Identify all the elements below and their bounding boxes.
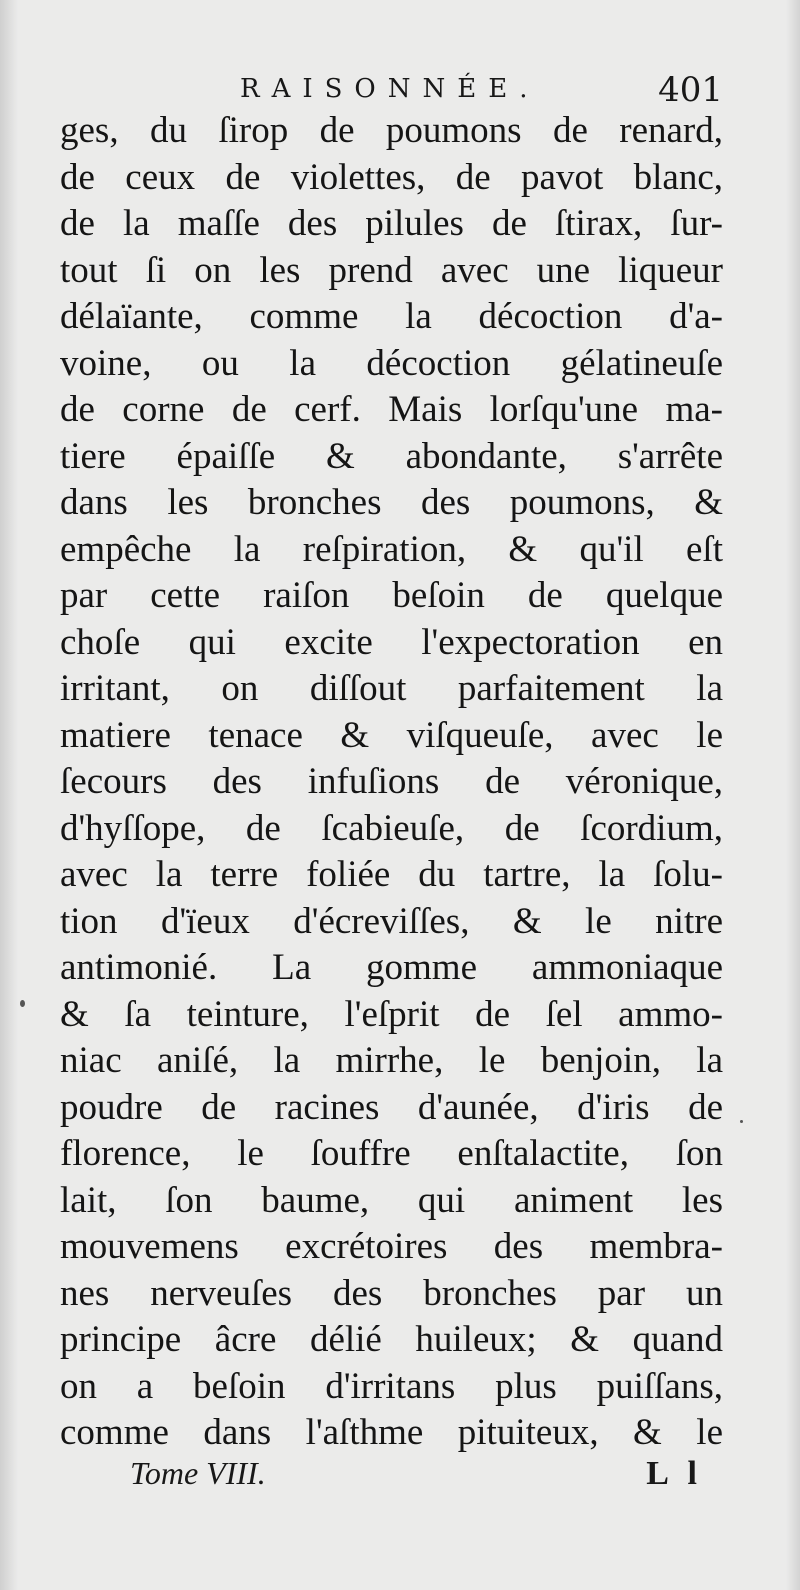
volume-label: Tome VIII. [130,1455,266,1491]
text-line: lait, ſon baume, qui animent les [60,1179,723,1221]
page-header [60,70,723,110]
text-line: comme dans l'aſthme pituiteux, & le [60,1412,723,1453]
page-number: 401 [658,70,723,110]
body-text [60,108,723,1458]
paper-speck [740,1120,743,1123]
text-line: tout ſi on les prend avec une liqueur [60,249,723,291]
text-line: empêche la reſpiration, & qu'il eſt [60,528,723,570]
text-line: on a beſoin d'irritans plus puiſſans, [60,1365,723,1407]
text-line: avec la terre foliée du tartre, la ſolu- [60,854,723,895]
text-line: ſecours des infuſions de véronique, [60,761,723,802]
text-line: nes nerveuſes des bronches par un [60,1272,723,1314]
text-line: voine, ou la décoction gélatineuſe [60,342,723,384]
running-head: RAISONNÉE. [240,74,540,104]
page-footer [60,1455,723,1499]
text-line: & ſa teinture, l'eſprit de ſel ammo- [60,993,723,1035]
text-line: florence, le ſouffre enſtalactite, ſon [60,1133,723,1174]
text-line: tiere épaiſſe & abondante, s'arrête [60,435,723,477]
text-line: choſe qui excite l'expectoration en [60,621,723,663]
text-line: mouvemens excrétoires des membra- [60,1226,723,1267]
text-line: d'hyſſope, de ſcabieuſe, de ſcordium, [60,807,723,849]
text-line: principe âcre délié huileux; & quand [60,1319,723,1360]
text-line: irritant, on diſſout parfaitement la [60,668,723,709]
text-line: tion d'ïeux d'écreviſſes, & le nitre [60,900,723,942]
text-line: délaïante, comme la décoction d'a- [60,296,723,337]
signature-mark: L l [646,1455,703,1492]
text-line: de la maſſe des pilules de ſtirax, ſur- [60,203,723,244]
text-line: de ceux de violettes, de pavot blanc, [60,156,723,198]
text-line: par cette raiſon beſoin de quelque [60,575,723,616]
text-line: de corne de cerf. Mais lorſqu'une ma- [60,389,723,430]
text-line: poudre de racines d'aunée, d'iris de [60,1086,723,1128]
text-line: dans les bronches des poumons, & [60,482,723,523]
text-line: niac aniſé, la mirrhe, le benjoin, la [60,1040,723,1081]
text-line: antimonié. La gomme ammoniaque [60,947,723,988]
text-line: ges, du ſirop de poumons de renard, [60,110,723,151]
paper-speck [20,1000,25,1007]
text-line: matiere tenace & viſqueuſe, avec le [60,714,723,756]
